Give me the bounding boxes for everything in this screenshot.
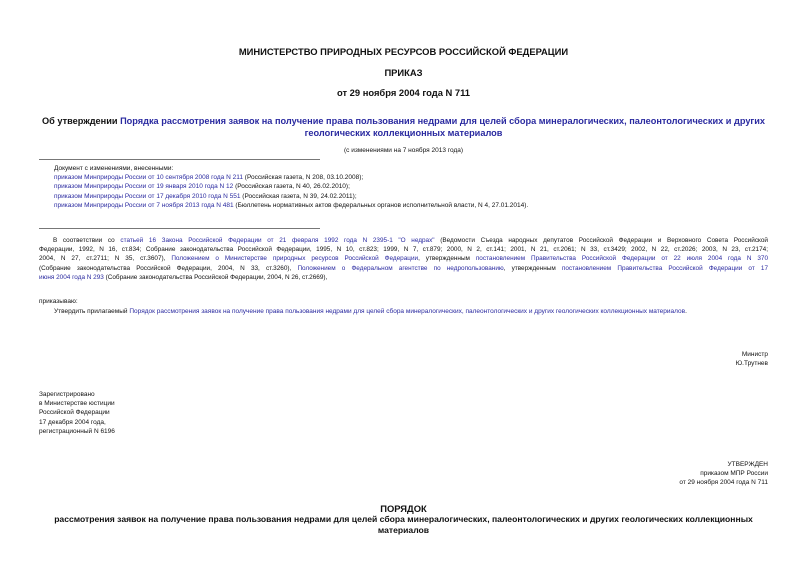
law-link[interactable]: статьей 16 Закона Российской Федерации от 21 февраля 1992 года N 2395-1 "О недрах" (120, 237, 435, 244)
amendment-item: приказом Минприроды России от 19 января 2010 года N 12 (Российская газета, N 40, 26.02.2010); (54, 183, 350, 191)
amendment-link[interactable]: приказом Минприроды России от 19 января 2010 года N 12 (54, 183, 234, 191)
document-title (0, 116, 807, 139)
changes-note: (с изменениями на 7 ноября 2013 года) (343, 147, 464, 154)
order-procedure-link[interactable]: Порядок рассмотрения заявок на получение права пользования недрами для целей сбора минералогических, палеонтологических и других геологических коллекционных материалов (129, 308, 686, 315)
registration-block: Зарегистрировано в Министерстве юстиции Российской Федерации 17 декабря 2004 года, регистрационный N 6196 (39, 391, 115, 435)
preamble: В соответствии со статьей 16 Закона Российской Федерации от 21 февраля 1992 года N 2395-1 "О недрах" (Ведомости Съезда народных депутатов Российской Федерации и Верховного Совета Российской Федерации, 1992, N 16, ст.834; Собрание законодательства Российской Федерации, 1995, N 10, ст.823; 1999, N 7, ст.879; 2000, N 2, ст.141; 2001, N 21, ст.2061; N 33, ст.3429; 2002, N 22, ст.2026; 2003, N 23, ст.2174; 2004, N 27, ст.2711; N 35, ст.3607), Положением о Министерстве природных ресурсов Российской Федерации, утвержденным постановлением Правительства Российской Федерации от 22 июля 2004 года N 370 (Собрание законодательства Российской Федерации, 2004, N 33, ст.3260), Положением о Федеральном агентстве по недропользованию, утвержденным постановлением Правительства Российской Федерации от 17 июня 2004 года N 293 (Собрание законодательства Российской Федерации, 2004, N 26, ст.2669), (39, 237, 769, 281)
title-link-line2[interactable]: геологических коллекционных материалов (304, 127, 503, 138)
resolution-293-link-cont[interactable]: июня 2004 года N 293 (39, 273, 104, 281)
ministry-title: МИНИСТЕРСТВО ПРИРОДНЫХ РЕСУРСОВ РОССИЙСКОЙ ФЕДЕРАЦИИ (238, 46, 569, 57)
approved-block: УТВЕРЖДЕН приказом МПР России от 29 ноября 2004 года N 711 (679, 461, 768, 487)
document-date: от 29 ноября 2004 года N 711 (336, 87, 471, 98)
amendment-link[interactable]: приказом Минприроды России от 10 сентября 2008 года N 211 (54, 174, 243, 182)
procedure-heading: ПОРЯДОК (380, 503, 427, 514)
order-word: приказываю: (39, 298, 78, 305)
title-prefix: Об утверждении (41, 116, 121, 126)
resolution-370-link[interactable]: постановлением Правительства Российской Федерации от 22 июля 2004 года N 370 (475, 255, 769, 263)
amendment-item: приказом Минприроды России от 17 декабря 2010 года N 551 (Российская газета, N 39, 24.02.2011); (54, 192, 357, 200)
divider-bottom (39, 228, 320, 229)
amendments-intro: Документ с изменениями, внесенными: (54, 165, 174, 172)
order-text: Утвердить прилагаемый Порядок рассмотрения заявок на получение права пользования недрами для целей сбора минералогических, палеонтологических и других геологических коллекционных материалов. (54, 308, 687, 315)
signature-name: Ю.Трутнев (735, 360, 768, 368)
resolution-293-link[interactable]: постановлением Правительства Российской Федерации от 17 (561, 264, 769, 272)
document-type: ПРИКАЗ (384, 67, 423, 78)
procedure-title: рассмотрения заявок на получение права пользования недрами для целей сбора минералогических, палеонтологических и других геологических коллекционных материалов (54, 514, 753, 535)
ministry-regulation-link[interactable]: Положением о Министерстве природных ресурсов Российской Федерации (171, 255, 419, 263)
agency-regulation-link[interactable]: Положением о Федеральном агентстве по недропользованию (297, 264, 504, 272)
amendment-link[interactable]: приказом Минприроды России от 17 декабря 2010 года N 551 (54, 192, 241, 200)
amendment-link[interactable]: приказом Минприроды России от 7 ноября 2013 года N 481 (54, 201, 234, 209)
amendment-item: приказом Минприроды России от 7 ноября 2013 года N 481 (Бюллетень нормативных актов федеральных органов исполнительной власти, N 4, 27.01.2014). (54, 201, 529, 209)
divider-top (39, 159, 320, 160)
amendment-item: приказом Минприроды России от 10 сентября 2008 года N 211 (Российская газета, N 208, 03.10.2008); (54, 174, 364, 182)
title-link-line1[interactable]: Порядка рассмотрения заявок на получение права пользования недрами для целей сбора минералогических, палеонтологических и других (120, 116, 766, 126)
amendments-block (54, 164, 528, 210)
signature (736, 350, 768, 368)
signature-position: Министр (741, 351, 768, 358)
